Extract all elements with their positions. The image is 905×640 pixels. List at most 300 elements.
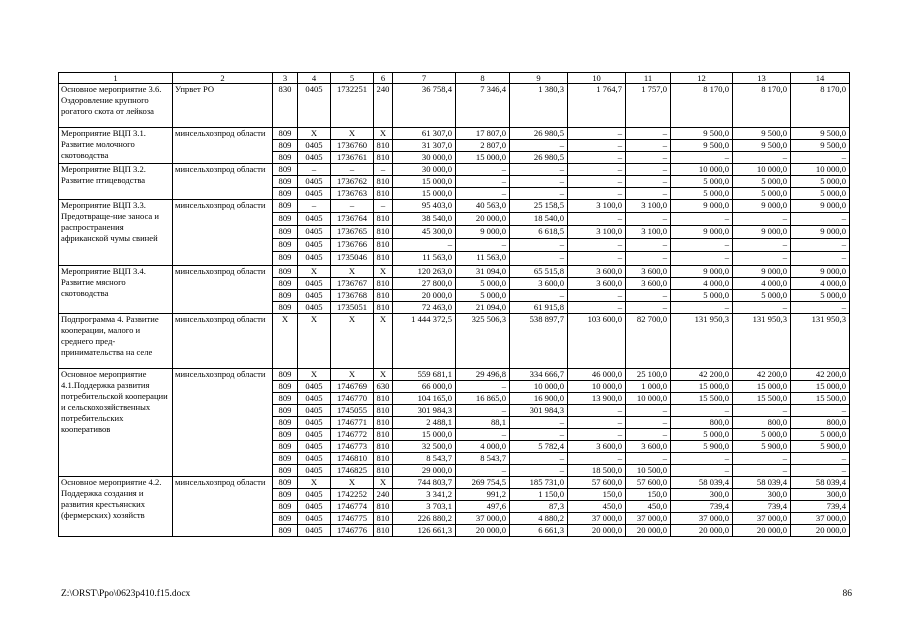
amount-cell: – xyxy=(510,239,568,252)
amount-cell: – xyxy=(626,213,671,226)
amount-cell: 559 681,1 xyxy=(393,369,456,381)
code-cell: 1746771 xyxy=(331,417,374,429)
amount-cell: 9 000,0 xyxy=(671,226,733,239)
amount-cell: – xyxy=(626,405,671,417)
measure-name-cell: Мероприятие ВЦП 3.1. Развитие молочного скотоводства xyxy=(59,128,173,164)
code-cell: 809 xyxy=(273,417,298,429)
column-header: 11 xyxy=(626,73,671,84)
amount-cell: 450,0 xyxy=(568,501,626,513)
code-cell: 809 xyxy=(273,128,298,140)
code-cell: 809 xyxy=(273,525,298,537)
amount-cell: 4 000,0 xyxy=(456,441,510,453)
amount-cell: – xyxy=(568,213,626,226)
amount-cell: 16 900,0 xyxy=(510,393,568,405)
amount-cell: 29 496,8 xyxy=(456,369,510,381)
amount-cell: – xyxy=(510,465,568,477)
amount-cell: 5 782,4 xyxy=(510,441,568,453)
amount-cell: 300,0 xyxy=(671,489,733,501)
amount-cell: – xyxy=(456,188,510,200)
amount-cell: – xyxy=(791,302,850,314)
code-cell: 0405 xyxy=(298,252,331,266)
amount-cell: – xyxy=(733,252,791,266)
amount-cell: – xyxy=(568,188,626,200)
amount-cell: 87,3 xyxy=(510,501,568,513)
code-cell: 0405 xyxy=(298,405,331,417)
code-cell: 1736766 xyxy=(331,239,374,252)
table-row xyxy=(59,477,850,489)
amount-cell: 42 200,0 xyxy=(671,369,733,381)
amount-cell: – xyxy=(733,302,791,314)
amount-cell: 9 000,0 xyxy=(733,200,791,213)
amount-cell: 65 515,8 xyxy=(510,266,568,278)
code-cell: Х xyxy=(374,477,393,489)
amount-cell: 9 500,0 xyxy=(733,140,791,152)
amount-cell: 1 380,3 xyxy=(510,84,568,128)
code-cell: – xyxy=(331,164,374,176)
code-cell: 1746776 xyxy=(331,525,374,537)
table-header xyxy=(59,73,850,84)
code-cell: 810 xyxy=(374,441,393,453)
amount-cell: – xyxy=(510,164,568,176)
code-cell: 1736762 xyxy=(331,176,374,188)
amount-cell: 42 200,0 xyxy=(791,369,850,381)
code-cell: 0405 xyxy=(298,393,331,405)
amount-cell: 301 984,3 xyxy=(393,405,456,417)
amount-cell: 9 000,0 xyxy=(456,226,510,239)
amount-cell: 9 000,0 xyxy=(791,266,850,278)
amount-cell: 8 170,0 xyxy=(791,84,850,128)
code-cell: 0405 xyxy=(298,465,331,477)
code-cell: 240 xyxy=(374,84,393,128)
code-cell: 809 xyxy=(273,164,298,176)
amount-cell: 120 263,0 xyxy=(393,266,456,278)
amount-cell: 1 444 372,5 xyxy=(393,314,456,369)
amount-cell: – xyxy=(510,252,568,266)
code-cell: – xyxy=(298,164,331,176)
amount-cell: 29 000,0 xyxy=(393,465,456,477)
code-cell: 0405 xyxy=(298,302,331,314)
amount-cell: – xyxy=(791,239,850,252)
code-cell: 0405 xyxy=(298,84,331,128)
amount-cell: – xyxy=(510,176,568,188)
amount-cell: 6 618,5 xyxy=(510,226,568,239)
code-cell: 809 xyxy=(273,393,298,405)
amount-cell: 800,0 xyxy=(733,417,791,429)
code-cell: 1742252 xyxy=(331,489,374,501)
amount-cell: 40 563,0 xyxy=(456,200,510,213)
code-cell: 810 xyxy=(374,239,393,252)
amount-cell: 9 500,0 xyxy=(671,140,733,152)
amount-cell: – xyxy=(568,164,626,176)
amount-cell: 95 403,0 xyxy=(393,200,456,213)
code-cell: 810 xyxy=(374,302,393,314)
code-cell: 810 xyxy=(374,252,393,266)
column-header: 10 xyxy=(568,73,626,84)
code-cell: 810 xyxy=(374,140,393,152)
amount-cell: – xyxy=(568,429,626,441)
amount-cell: 58 039,4 xyxy=(733,477,791,489)
code-cell: Х xyxy=(374,266,393,278)
amount-cell: 37 000,0 xyxy=(568,513,626,525)
code-cell: 1732251 xyxy=(331,84,374,128)
code-cell: 809 xyxy=(273,465,298,477)
amount-cell: 10 000,0 xyxy=(733,164,791,176)
amount-cell: – xyxy=(568,417,626,429)
code-cell: 1746810 xyxy=(331,453,374,465)
code-cell: 1736763 xyxy=(331,188,374,200)
amount-cell: 3 703,1 xyxy=(393,501,456,513)
code-cell: Х xyxy=(374,128,393,140)
amount-cell: 82 700,0 xyxy=(626,314,671,369)
amount-cell: – xyxy=(510,290,568,302)
code-cell: 809 xyxy=(273,239,298,252)
amount-cell: 7 346,4 xyxy=(456,84,510,128)
code-cell: Х xyxy=(374,314,393,369)
amount-cell: – xyxy=(510,453,568,465)
code-cell: 0405 xyxy=(298,489,331,501)
amount-cell: 8 543,7 xyxy=(393,453,456,465)
amount-cell: 538 897,7 xyxy=(510,314,568,369)
code-cell: 0405 xyxy=(298,513,331,525)
amount-cell: 3 341,2 xyxy=(393,489,456,501)
code-cell: 809 xyxy=(273,140,298,152)
code-cell: 810 xyxy=(374,429,393,441)
amount-cell: – xyxy=(733,405,791,417)
amount-cell: 450,0 xyxy=(626,501,671,513)
amount-cell: 5 000,0 xyxy=(733,188,791,200)
amount-cell: 4 880,2 xyxy=(510,513,568,525)
code-cell: 809 xyxy=(273,453,298,465)
measure-name-cell: Основное мероприятие 3.6. Оздоровление крупного рогатого скота от лейкоза xyxy=(59,84,173,128)
code-cell: Х xyxy=(298,314,331,369)
amount-cell: 20 000,0 xyxy=(456,213,510,226)
code-cell: 809 xyxy=(273,302,298,314)
table-row xyxy=(59,200,850,213)
code-cell: – xyxy=(374,164,393,176)
amount-cell: – xyxy=(510,188,568,200)
code-cell: – xyxy=(374,200,393,213)
amount-cell: 4 000,0 xyxy=(733,278,791,290)
amount-cell: 30 000,0 xyxy=(393,152,456,164)
code-cell: 0405 xyxy=(298,152,331,164)
code-cell: 809 xyxy=(273,188,298,200)
amount-cell: 185 731,0 xyxy=(510,477,568,489)
code-cell: 810 xyxy=(374,465,393,477)
table-row xyxy=(59,128,850,140)
amount-cell: 8 543,7 xyxy=(456,453,510,465)
amount-cell: 13 900,0 xyxy=(568,393,626,405)
amount-cell: 38 540,0 xyxy=(393,213,456,226)
code-cell: 810 xyxy=(374,525,393,537)
amount-cell: – xyxy=(626,140,671,152)
code-cell: 809 xyxy=(273,200,298,213)
amount-cell: 15 500,0 xyxy=(733,393,791,405)
amount-cell: – xyxy=(671,465,733,477)
executor-cell: минсельхозпрод области xyxy=(173,266,273,314)
amount-cell: – xyxy=(626,417,671,429)
code-cell: 810 xyxy=(374,417,393,429)
amount-cell: 269 754,5 xyxy=(456,477,510,489)
amount-cell: 9 000,0 xyxy=(733,266,791,278)
amount-cell: 46 000,0 xyxy=(568,369,626,381)
code-cell: 1746773 xyxy=(331,441,374,453)
code-cell: 809 xyxy=(273,441,298,453)
amount-cell: 15 000,0 xyxy=(393,176,456,188)
amount-cell: 9 000,0 xyxy=(791,200,850,213)
code-cell: 809 xyxy=(273,252,298,266)
amount-cell: 3 100,0 xyxy=(626,200,671,213)
amount-cell: 3 600,0 xyxy=(510,278,568,290)
code-cell: Х xyxy=(273,314,298,369)
amount-cell: – xyxy=(626,302,671,314)
code-cell: 1746772 xyxy=(331,429,374,441)
amount-cell: 5 000,0 xyxy=(733,176,791,188)
code-cell: 0405 xyxy=(298,441,331,453)
amount-cell: – xyxy=(456,239,510,252)
amount-cell: – xyxy=(671,213,733,226)
amount-cell: – xyxy=(568,176,626,188)
executor-cell: минсельхозпрод области xyxy=(173,477,273,537)
amount-cell: 20 000,0 xyxy=(626,525,671,537)
amount-cell: – xyxy=(568,405,626,417)
amount-cell: 15 000,0 xyxy=(733,381,791,393)
amount-cell: – xyxy=(791,405,850,417)
amount-cell: 9 500,0 xyxy=(791,140,850,152)
amount-cell: – xyxy=(626,188,671,200)
amount-cell: 300,0 xyxy=(733,489,791,501)
amount-cell: 334 666,7 xyxy=(510,369,568,381)
amount-cell: 2 488,1 xyxy=(393,417,456,429)
amount-cell: 126 661,3 xyxy=(393,525,456,537)
amount-cell: 5 000,0 xyxy=(671,290,733,302)
measure-name-cell: Мероприятие ВЦП 3.4. Развитие мясного скотоводства xyxy=(59,266,173,314)
code-cell: 0405 xyxy=(298,453,331,465)
amount-cell: 5 000,0 xyxy=(456,290,510,302)
amount-cell: 131 950,3 xyxy=(733,314,791,369)
code-cell: 0405 xyxy=(298,417,331,429)
amount-cell: 3 100,0 xyxy=(568,200,626,213)
amount-cell: 11 563,0 xyxy=(456,252,510,266)
amount-cell: – xyxy=(626,290,671,302)
amount-cell: 8 170,0 xyxy=(733,84,791,128)
code-cell: 0405 xyxy=(298,239,331,252)
amount-cell: 61 915,8 xyxy=(510,302,568,314)
code-cell: 240 xyxy=(374,489,393,501)
code-cell: 1736765 xyxy=(331,226,374,239)
amount-cell: – xyxy=(510,417,568,429)
amount-cell: 4 000,0 xyxy=(671,278,733,290)
amount-cell: 9 000,0 xyxy=(733,226,791,239)
code-cell: 0405 xyxy=(298,429,331,441)
amount-cell: 58 039,4 xyxy=(671,477,733,489)
amount-cell: 15 000,0 xyxy=(393,429,456,441)
amount-cell: 10 000,0 xyxy=(791,164,850,176)
amount-cell: 37 000,0 xyxy=(733,513,791,525)
measure-name-cell: Мероприятие ВЦП 3.2. Развитие птицеводства xyxy=(59,164,173,200)
amount-cell: 3 600,0 xyxy=(626,441,671,453)
amount-cell: 26 980,5 xyxy=(510,128,568,140)
measure-name-cell: Подпрограмма 4. Развитие кооперации, малого и среднего пред-принимательства на селе xyxy=(59,314,173,369)
code-cell: 810 xyxy=(374,176,393,188)
code-cell: 1746774 xyxy=(331,501,374,513)
code-cell: 810 xyxy=(374,501,393,513)
amount-cell: 5 000,0 xyxy=(733,429,791,441)
amount-cell: 15 500,0 xyxy=(791,393,850,405)
amount-cell: 15 000,0 xyxy=(456,152,510,164)
amount-cell: – xyxy=(568,453,626,465)
amount-cell: 20 000,0 xyxy=(568,525,626,537)
amount-cell: – xyxy=(568,290,626,302)
amount-cell: – xyxy=(671,302,733,314)
code-cell: 0405 xyxy=(298,525,331,537)
amount-cell: – xyxy=(568,302,626,314)
amount-cell: 301 984,3 xyxy=(510,405,568,417)
code-cell: Х xyxy=(331,128,374,140)
amount-cell: 103 600,0 xyxy=(568,314,626,369)
code-cell: Х xyxy=(298,477,331,489)
amount-cell: 5 000,0 xyxy=(733,290,791,302)
amount-cell: 739,4 xyxy=(733,501,791,513)
amount-cell: 21 094,0 xyxy=(456,302,510,314)
amount-cell: 20 000,0 xyxy=(733,525,791,537)
amount-cell: – xyxy=(456,381,510,393)
amount-cell: 10 000,0 xyxy=(568,381,626,393)
code-cell: 1746825 xyxy=(331,465,374,477)
code-cell: 809 xyxy=(273,501,298,513)
amount-cell: 150,0 xyxy=(568,489,626,501)
amount-cell: – xyxy=(456,164,510,176)
code-cell: 0405 xyxy=(298,501,331,513)
amount-cell: – xyxy=(568,152,626,164)
code-cell: 830 xyxy=(273,84,298,128)
amount-cell: 10 000,0 xyxy=(671,164,733,176)
amount-cell: 3 600,0 xyxy=(568,441,626,453)
amount-cell: – xyxy=(568,140,626,152)
amount-cell: – xyxy=(510,429,568,441)
code-cell: – xyxy=(331,200,374,213)
amount-cell: 3 600,0 xyxy=(568,278,626,290)
amount-cell: – xyxy=(456,429,510,441)
amount-cell: 32 500,0 xyxy=(393,441,456,453)
code-cell: 809 xyxy=(273,278,298,290)
code-cell: 0405 xyxy=(298,213,331,226)
column-header: 5 xyxy=(331,73,374,84)
amount-cell: – xyxy=(456,176,510,188)
amount-cell: 744 803,7 xyxy=(393,477,456,489)
code-cell: Х xyxy=(374,369,393,381)
amount-cell: 26 980,5 xyxy=(510,152,568,164)
amount-cell: 45 300,0 xyxy=(393,226,456,239)
code-cell: Х xyxy=(331,266,374,278)
code-cell: 1736764 xyxy=(331,213,374,226)
amount-cell: 800,0 xyxy=(671,417,733,429)
amount-cell: 739,4 xyxy=(671,501,733,513)
code-cell: 809 xyxy=(273,477,298,489)
code-cell: 1736760 xyxy=(331,140,374,152)
code-cell: 1746775 xyxy=(331,513,374,525)
amount-cell: 5 000,0 xyxy=(791,176,850,188)
amount-cell: 1 000,0 xyxy=(626,381,671,393)
amount-cell: 5 900,0 xyxy=(733,441,791,453)
amount-cell: – xyxy=(626,152,671,164)
amount-cell: – xyxy=(733,152,791,164)
code-cell: 0405 xyxy=(298,290,331,302)
amount-cell: 9 500,0 xyxy=(791,128,850,140)
amount-cell: 300,0 xyxy=(791,489,850,501)
amount-cell: 6 661,3 xyxy=(510,525,568,537)
amount-cell: – xyxy=(626,252,671,266)
code-cell: Х xyxy=(298,369,331,381)
amount-cell: 25 100,0 xyxy=(626,369,671,381)
amount-cell: 20 000,0 xyxy=(791,525,850,537)
amount-cell: 3 600,0 xyxy=(626,266,671,278)
code-cell: 0405 xyxy=(298,140,331,152)
code-cell: 809 xyxy=(273,290,298,302)
amount-cell: – xyxy=(568,128,626,140)
amount-cell: – xyxy=(671,453,733,465)
amount-cell: 739,4 xyxy=(791,501,850,513)
amount-cell: – xyxy=(510,140,568,152)
code-cell: 1735046 xyxy=(331,252,374,266)
amount-cell: 800,0 xyxy=(791,417,850,429)
code-cell: 1746769 xyxy=(331,381,374,393)
table-row xyxy=(59,314,850,369)
amount-cell: 57 600,0 xyxy=(568,477,626,489)
column-header: 12 xyxy=(671,73,733,84)
amount-cell: 37 000,0 xyxy=(671,513,733,525)
amount-cell: 15 000,0 xyxy=(393,188,456,200)
amount-cell: – xyxy=(456,465,510,477)
amount-cell: 57 600,0 xyxy=(626,477,671,489)
budget-table xyxy=(58,72,850,537)
code-cell: 0405 xyxy=(298,176,331,188)
amount-cell: 5 000,0 xyxy=(791,429,850,441)
code-cell: 1745055 xyxy=(331,405,374,417)
code-cell: 1736761 xyxy=(331,152,374,164)
column-header: 1 xyxy=(59,73,173,84)
amount-cell: 131 950,3 xyxy=(791,314,850,369)
code-cell: 810 xyxy=(374,290,393,302)
amount-cell: 37 000,0 xyxy=(791,513,850,525)
code-cell: 0405 xyxy=(298,188,331,200)
code-cell: 809 xyxy=(273,226,298,239)
executor-cell: минсельхозпрод области xyxy=(173,314,273,369)
amount-cell: 15 000,0 xyxy=(791,381,850,393)
amount-cell: 31 094,0 xyxy=(456,266,510,278)
column-header: 13 xyxy=(733,73,791,84)
amount-cell: 18 500,0 xyxy=(568,465,626,477)
amount-cell: 3 100,0 xyxy=(568,226,626,239)
amount-cell: – xyxy=(791,252,850,266)
amount-cell: 25 158,5 xyxy=(510,200,568,213)
amount-cell: – xyxy=(568,239,626,252)
amount-cell: 5 000,0 xyxy=(456,278,510,290)
executor-cell: Упрвет РО xyxy=(173,84,273,128)
amount-cell: 10 500,0 xyxy=(626,465,671,477)
amount-cell: 37 000,0 xyxy=(626,513,671,525)
measure-name-cell: Основное мероприятие 4.2. Поддержка создания и развития крестьянских (фермерских) хозяйств xyxy=(59,477,173,537)
amount-cell: 27 800,0 xyxy=(393,278,456,290)
code-cell: 810 xyxy=(374,213,393,226)
amount-cell: 3 100,0 xyxy=(626,226,671,239)
amount-cell: – xyxy=(671,252,733,266)
code-cell: Х xyxy=(331,477,374,489)
header-row xyxy=(59,73,850,84)
amount-cell: 9 500,0 xyxy=(733,128,791,140)
amount-cell: 131 950,3 xyxy=(671,314,733,369)
amount-cell: – xyxy=(791,213,850,226)
amount-cell: 9 000,0 xyxy=(791,226,850,239)
